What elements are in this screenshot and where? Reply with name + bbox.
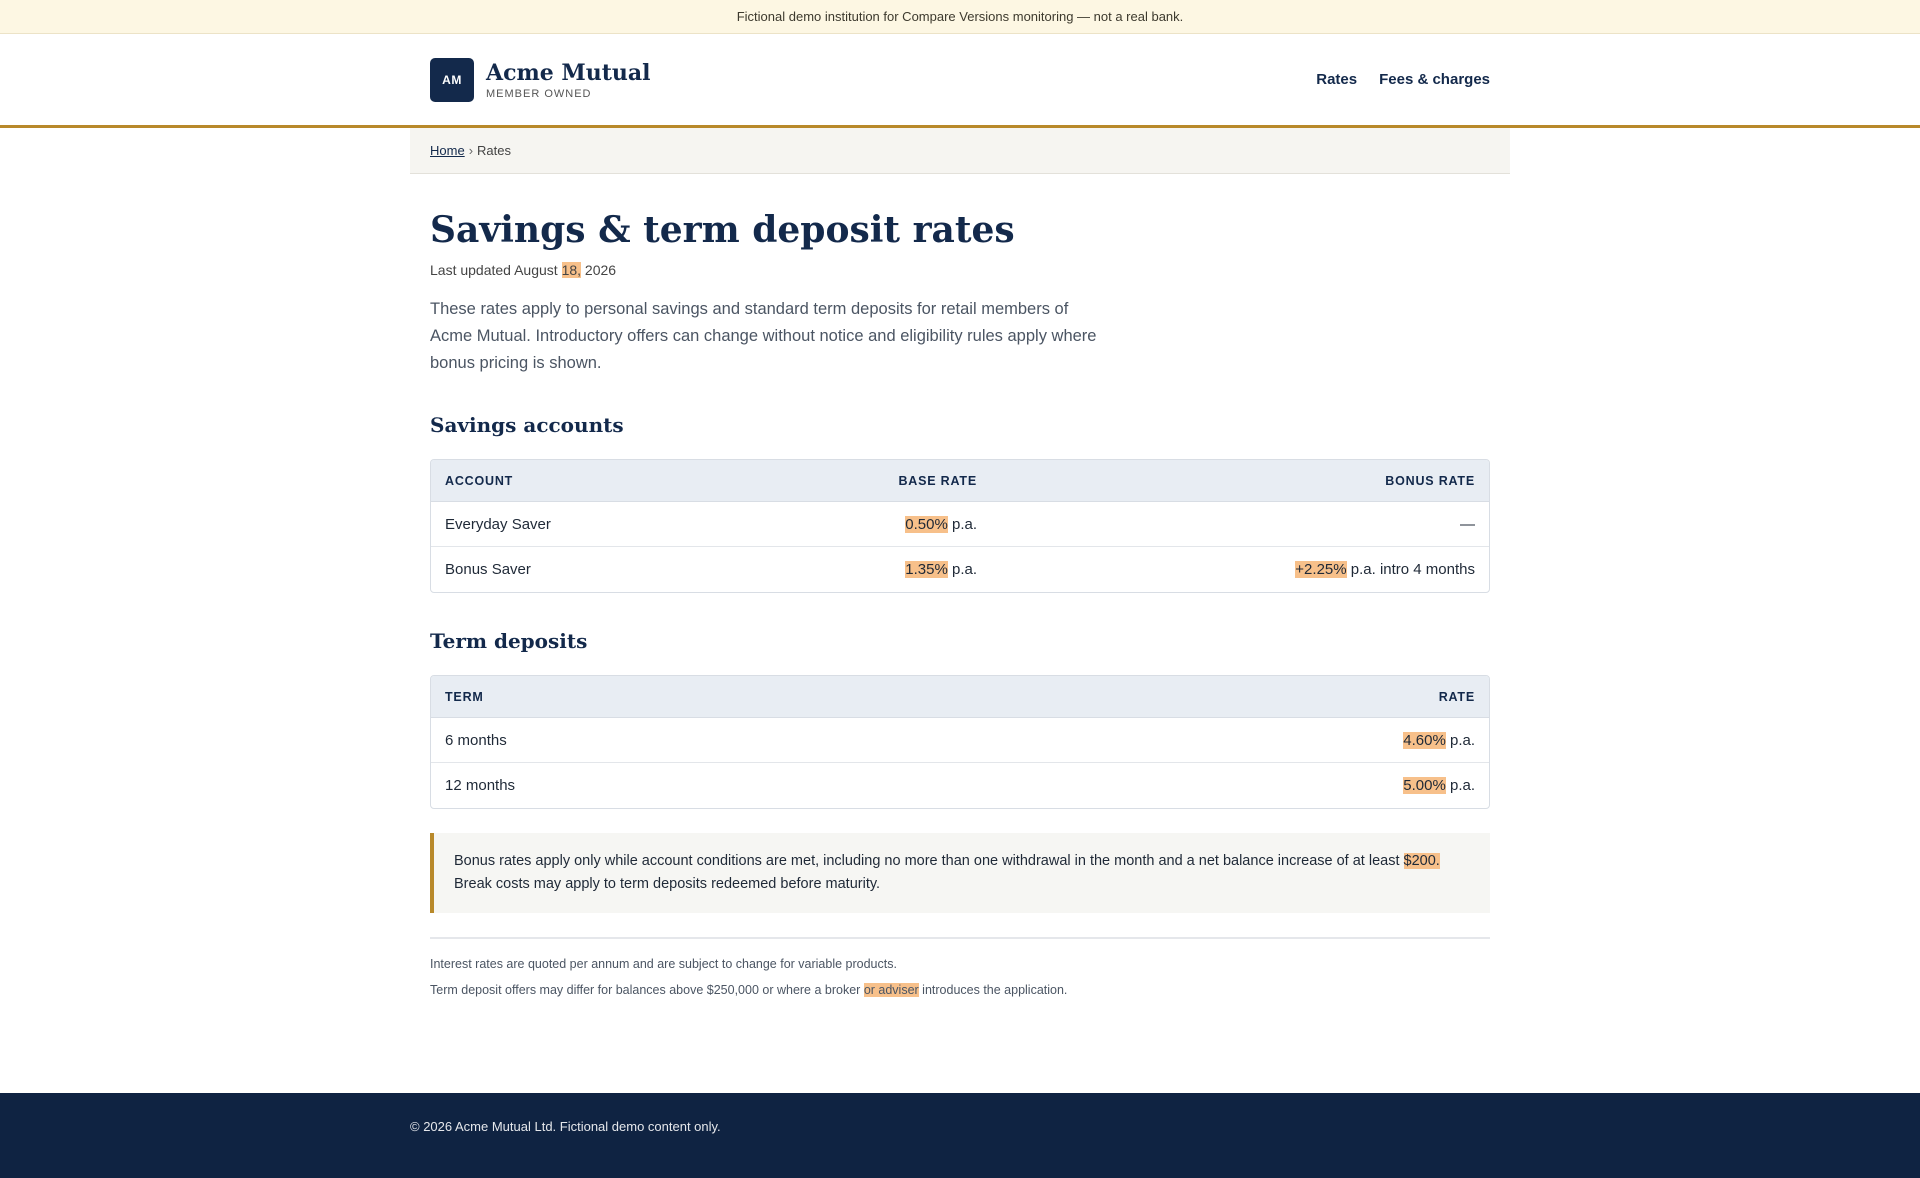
rate-value: 5.00%: [1403, 777, 1446, 794]
table-row: [431, 718, 1489, 763]
last-updated-day: 18,: [561, 262, 582, 278]
callout-text-after: Break costs may apply to term deposits redeemed before maturity.: [454, 876, 881, 892]
rate-suffix: p.a.: [1445, 731, 1475, 749]
page-title: Savings & term deposit rates: [430, 209, 1015, 251]
site-footer: [0, 1093, 1920, 1178]
rate-value: 4.60%: [1403, 731, 1446, 749]
footer-text: © 2026 Acme Mutual Ltd. Fictional demo content only.: [410, 1119, 721, 1134]
base-rate-cell: [811, 502, 991, 547]
term-length: 12 months: [445, 777, 516, 794]
bonus-rate-suffix: p.a. intro 4 months: [1346, 561, 1475, 578]
divider: [430, 937, 1490, 939]
breadcrumb-home-link[interactable]: Home: [430, 143, 465, 158]
demo-banner: [0, 0, 1920, 34]
account-name: Bonus Saver: [445, 561, 531, 578]
base-rate-suffix: p.a.: [947, 561, 977, 578]
table-row: [431, 763, 1489, 808]
callout-text-before: Bonus rates apply only while account conditions are met, including no more than one withdrawal in the month and a net balance increase of at least: [454, 853, 1404, 869]
term-length: 6 months: [431, 718, 955, 763]
brand[interactable]: [430, 58, 651, 102]
bonus-rate-cell: [991, 547, 1489, 592]
breadcrumb-current: Rates: [477, 143, 511, 158]
main-nav: [1316, 71, 1490, 88]
bonus-rate-value: +2.25%: [1295, 561, 1347, 578]
base-rate-suffix: p.a.: [947, 515, 977, 533]
savings-heading: Savings accounts: [430, 413, 624, 437]
term-deposits-table: [430, 675, 1490, 809]
bonus-conditions-callout: [430, 833, 1490, 913]
column-header-term: TERM: [431, 676, 955, 718]
last-updated: [430, 262, 1490, 278]
account-name: Everyday Saver: [431, 502, 811, 547]
base-rate-value: 1.35%: [905, 561, 948, 578]
rate-cell: [955, 763, 1489, 808]
table-row: [431, 502, 1489, 547]
logo: AM: [430, 58, 474, 102]
base-rate-cell: [811, 547, 991, 592]
main-content: [430, 174, 1490, 997]
footnote-text-before: Term deposit offers may differ for balances above $250,000 or where a broker: [430, 983, 864, 997]
brand-tagline: MEMBER OWNED: [486, 87, 592, 100]
base-rate-value: 0.50%: [905, 515, 948, 533]
table-row: [431, 547, 1489, 592]
last-updated-year: 2026: [581, 262, 617, 278]
bonus-rate-cell: [991, 502, 1489, 547]
rate-cell: [955, 718, 1489, 763]
nav-link-fees-charges[interactable]: Fees & charges: [1379, 71, 1490, 88]
breadcrumb: [410, 128, 1510, 174]
site-header: [0, 34, 1920, 128]
breadcrumb-separator: ›: [468, 143, 474, 158]
savings-table: [430, 459, 1490, 593]
footnote-term-deposit: [430, 983, 1490, 997]
callout-amount: $200.: [1403, 853, 1440, 869]
column-header-base-rate: BASE RATE: [811, 460, 991, 502]
intro-paragraph: These rates apply to personal savings and standard term deposits for retail members of Acme Mutual. Introductory offers can change without notice and eligibility rules apply where bonus pricing is shown.: [430, 300, 1097, 372]
column-header-account: ACCOUNT: [431, 460, 811, 502]
last-updated-prefix: Last updated August: [430, 262, 562, 278]
footnote-interest: Interest rates are quoted per annum and are subject to change for variable products.: [430, 957, 897, 971]
footnote-highlight: or adviser: [863, 983, 919, 997]
footnote-text-after: introduces the application.: [918, 983, 1068, 997]
term-deposits-heading: Term deposits: [430, 629, 588, 653]
bonus-rate-suffix: —: [1460, 515, 1475, 533]
column-header-bonus-rate: BONUS RATE: [991, 460, 1489, 502]
brand-name: Acme Mutual: [486, 59, 651, 86]
demo-banner-text: Fictional demo institution for Compare Versions monitoring — not a real bank.: [736, 9, 1184, 24]
rate-suffix: p.a.: [1445, 777, 1475, 794]
column-header-rate: RATE: [955, 676, 1489, 718]
nav-link-rates[interactable]: Rates: [1316, 71, 1358, 88]
